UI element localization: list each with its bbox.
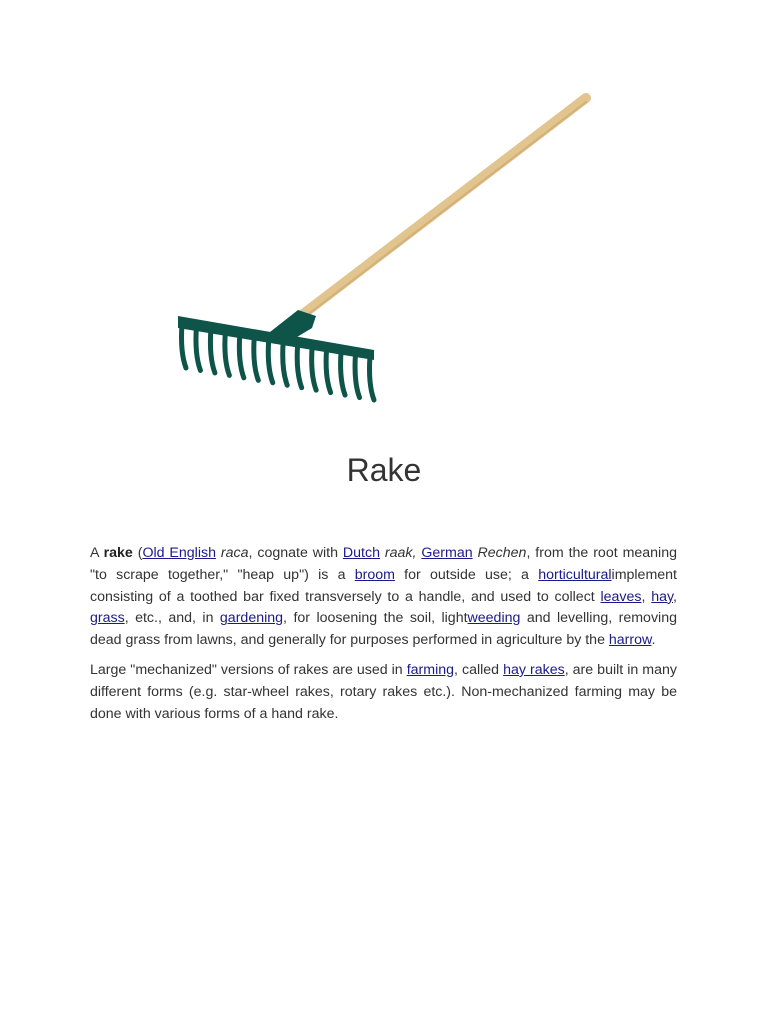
link-harrow[interactable]: harrow: [608, 632, 652, 649]
rake-tine: [182, 324, 187, 368]
rake-handle: [298, 98, 586, 318]
rake-tine: [268, 339, 273, 383]
rake-tine: [355, 354, 360, 398]
link-leaves[interactable]: leaves: [600, 588, 642, 605]
rake-tine: [254, 336, 258, 380]
paragraph-1: A rake (Old English raca, cognate with Dutch raak, German Rechen, from the root meaning "to scrape together," "heap up") is a broom for outside use; a horticulturalimplement consisting of a toothed bar fixed transversely to a handle, and used to collect leaves, hay, grass, etc., and, in gardening, for loosening the soil, lightweeding and levelling, removing dead grass from lawns, and generally for purposes performed in agriculture by the harrow.: [90, 545, 677, 649]
link-dutch[interactable]: Dutch: [342, 545, 380, 561]
link-farming[interactable]: farming: [406, 661, 455, 678]
link-broom[interactable]: broom: [354, 566, 395, 583]
rake-tine: [196, 326, 201, 370]
rake-head-bar: [178, 316, 374, 360]
paragraph-2: Large "mechanized" versions of rakes are used in farming, called hay rakes, are built in many different forms (e.g. star-wheel rakes, rotary rakes etc.). Non-mechanized farming may be done with various forms of a hand rake.: [90, 661, 677, 722]
page-title: Rake: [346, 452, 422, 488]
link-hay-rakes[interactable]: hay rakes: [503, 661, 565, 678]
rake-tine: [341, 351, 346, 395]
rake-tine: [210, 329, 215, 373]
term-rake: rake: [103, 545, 133, 561]
link-old-english[interactable]: Old English: [142, 545, 216, 561]
link-horticultural[interactable]: horticultural: [538, 566, 612, 583]
rake-tine: [297, 344, 302, 388]
link-grass[interactable]: grass: [90, 610, 125, 627]
link-weeding[interactable]: weeding: [467, 610, 521, 627]
link-german[interactable]: German: [421, 545, 473, 561]
rake-tine: [239, 334, 244, 378]
link-hay[interactable]: hay: [651, 588, 674, 605]
rake-tine: [225, 331, 230, 375]
rake-tine: [370, 356, 375, 400]
rake-tine: [312, 346, 317, 390]
link-gardening[interactable]: gardening: [219, 610, 284, 627]
article-body: [90, 543, 677, 733]
rake-illustration: [170, 88, 600, 408]
rake-tine: [326, 349, 331, 393]
rake-tine: [283, 341, 288, 385]
